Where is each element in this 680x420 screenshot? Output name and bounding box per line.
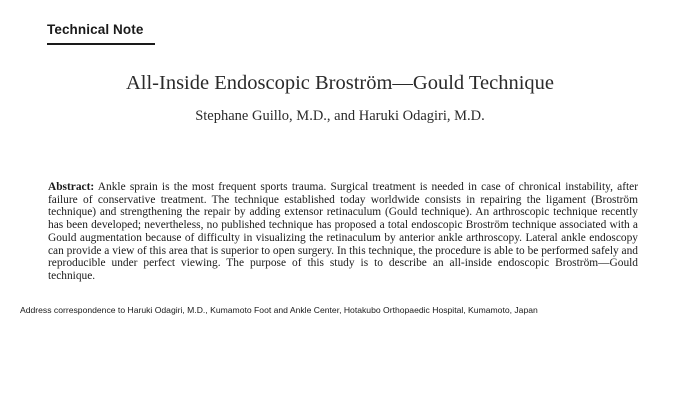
correspondence-address: Address correspondence to Haruki Odagiri, M.D., Kumamoto Foot and Ankle Center, Hotakubo Orthopaedic Hospital, Kumamoto, Japan xyxy=(20,305,538,315)
abstract-text: Ankle sprain is the most frequent sports trauma. Surgical treatment is needed in case of chronical instability, after failure of conservative treatment. The technique established today worldwide consists in repairing the ligament (Broström technique) and strengthening the repair by adding extensor retinaculum (Gould technique). An arthroscopic technique recently has been developed; nevertheless, no published technique has proposed a total endoscopic Broström technique associated with a Gould augmentation because of difficulty in visualizing the retinaculum by anterior ankle arthroscopy. Lateral ankle endoscopy can provide a view of this area that is superior to open surgery. In this technique, the procedure is able to be performed safely and reproducible under perfect viewing. The purpose of this study is to describe an all-inside endoscopic Broström—Gould technique. xyxy=(48,181,638,282)
abstract-label: Abstract: xyxy=(48,181,95,193)
section-label: Technical Note xyxy=(47,22,155,45)
article-authors: Stephane Guillo, M.D., and Haruki Odagiri, M.D. xyxy=(195,108,485,124)
abstract xyxy=(48,181,638,283)
article-title: All-Inside Endoscopic Broström—Gould Technique xyxy=(125,72,555,94)
